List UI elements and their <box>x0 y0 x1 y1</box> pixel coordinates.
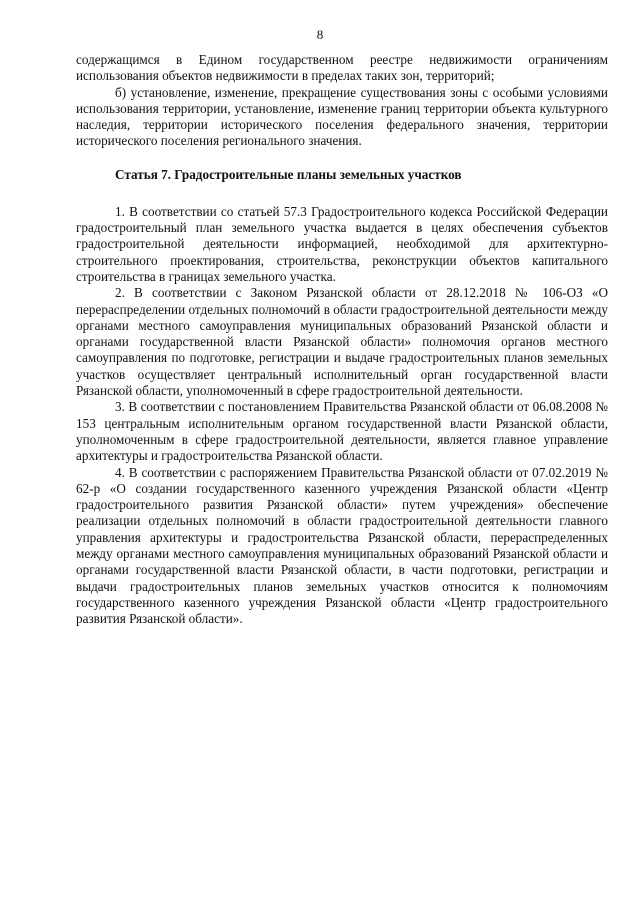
article-paragraph-1: 1. В соответствии со статьей 57.3 Градостроительного кодекса Российской Федерации градостроительный план земельного участка выдается в целях обеспечения субъектов градостроительной деятельности информацией, необходимой для архитектурно-строительного проектирования, строительства, реконструкции объектов капитального строительства в границах земельного участка. <box>76 203 608 284</box>
article-paragraph-3: 3. В соответствии с постановлением Правительства Рязанской области от 06.08.2008 № 153 центральным исполнительным органом государственной власти Рязанской области, уполномоченным в сфере градостроительной деятельности, является главное управление архитектуры и градостроительства Рязанской области. <box>76 399 608 464</box>
page-number: 8 <box>316 27 324 42</box>
article-title: Статья 7. Градостроительные планы земельных участков <box>115 166 462 182</box>
article-paragraph-2: 2. В соответствии с Законом Рязанской области от 28.12.2018 № 106-ОЗ «О перераспределении отдельных полномочий в области градостроительной деятельности между органами местного самоуправления муниципальных образований Рязанской области и органами государственной власти Рязанской области» полномочия органов местного самоуправления по подготовке, регистрации и выдаче градостроительных планов земельных участков осуществляет центральный исполнительный орган государственной власти Рязанской области, уполномоченный в сфере градостроительной деятельности. <box>76 285 608 399</box>
document-body <box>76 52 608 628</box>
intro-paragraph-b: б) установление, изменение, прекращение существования зоны с особыми условиями использования территории, установление, изменение границ территории объекта культурного наследия, территории исторического поселения федерального значения, территории исторического поселения регионального значения. <box>76 84 608 149</box>
intro-paragraph-continuation: содержащимся в Едином государственном реестре недвижимости ограничениям использования объектов недвижимости в пределах таких зон, территорий; <box>76 52 608 84</box>
article-paragraph-4: 4. В соответствии с распоряжением Правительства Рязанской области от 07.02.2019 № 62-р «О создании государственного казенного учреждения Рязанской области «Центр градостроительного развития Рязанской области» путем учреждения» обеспечение реализации отдельных полномочий в области градостроительной деятельности главного управления архитектуры и градостроительства Рязанской области, перераспределенных между органами местного самоуправления муниципальных образований Рязанской области и органами государственной власти Рязанской области, в части подготовки, регистрации и выдачи градостроительных планов земельных участков относится к полномочиям государственного казенного учреждения Рязанской области «Центр градостроительного развития Рязанской области». <box>76 464 608 627</box>
